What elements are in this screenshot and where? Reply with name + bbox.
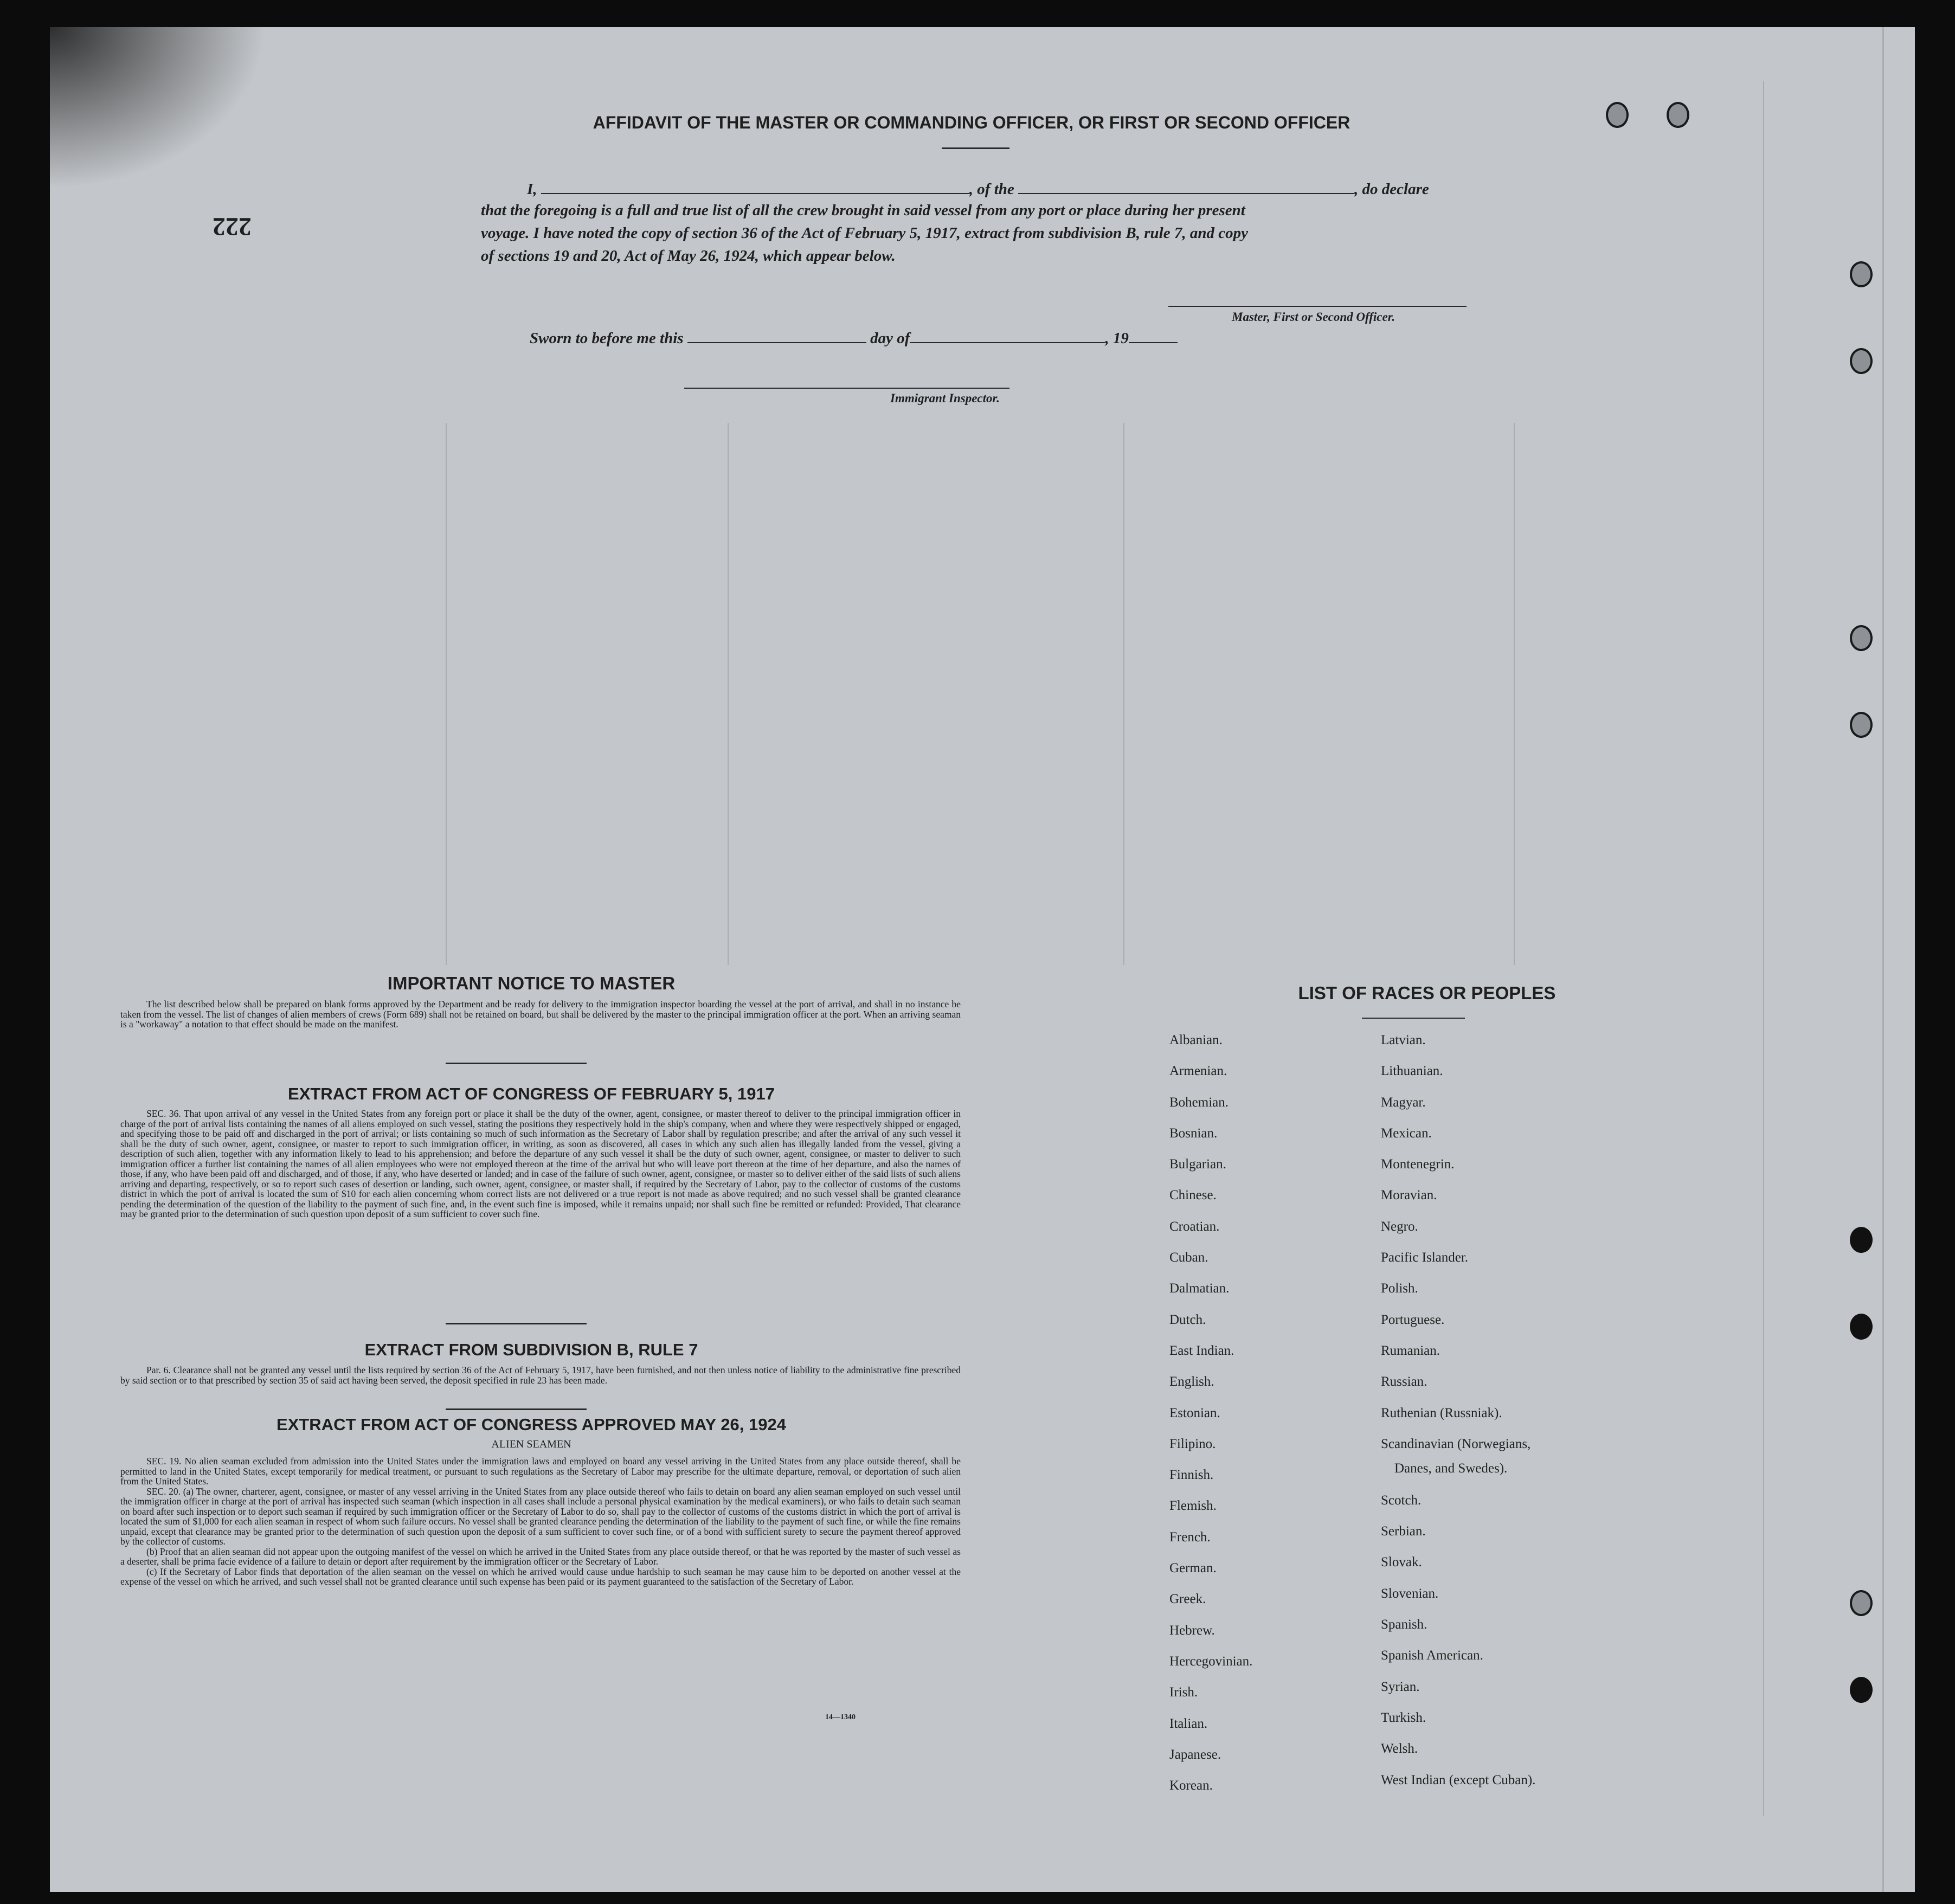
affidavit-line4: of sections 19 and 20, Act of May 26, 1924, which appear below.	[481, 247, 896, 265]
race-item: Korean.	[1169, 1778, 1213, 1793]
sec-19-text: SEC. 19. No alien seaman excluded from admission into the United States under the immigration laws and employed on board any vessel arriving in the United States from any place outside thereof, shall be permitted to land in the United States, except temporarily for medical treatment, or pursuant to such regulations as the Secretary of Labor may prescribe for the ultimate departure, removal, or deportation of such alien from the United States.	[120, 1456, 961, 1487]
race-item: Syrian.	[1381, 1679, 1420, 1694]
sworn-day-field[interactable]	[687, 328, 866, 343]
race-item: Dutch.	[1169, 1312, 1206, 1327]
sec-20a-text: SEC. 20. (a) The owner, charterer, agent, consignee, or master of any vessel arriving in the United States from any place outside thereof who fails to detain on board any alien seaman employed on such vessel until the immigration officer in charge at the port of arrival has inspected such seaman (which inspection in all cases shall include a personal physical examination by the medical examiners), or who fails to detain such seaman on board after such inspection or to deport such seaman if required by such immigration officer or the Secretary of Labor to do so, shall pay to the collector of customs of the customs district in which the port of arrival is located the sum of $1,000 for each alien seaman in respect of whom such failure occurs. No vessel shall be granted clearance pending the determination of the liability to the payment of such fine, or while the fine remains unpaid, except that clearance may be granted prior to the determination of such question upon the deposit of a sum sufficient to cover such fine, or of a bond with sufficient surety to secure the payment thereof approved by the collector of customs.	[120, 1485, 961, 1547]
race-item: Hebrew.	[1169, 1623, 1215, 1638]
section-36-text: SEC. 36. That upon arrival of any vessel in the United States from any foreign port or place it shall be the duty of the owner, agent, consignee, or master thereof to deliver to the principal immigration officer in charge of the port of arrival lists containing the names of all aliens employed on such vessel, stating the positions they respectively hold in the ship's company, when and where they were respectively shipped or engaged, and specifying those to be paid off and discharged in the port of arrival; or lists containing so much of such information as the Secretary of Labor shall by regulation prescribe; and after the arrival of any such vessel it shall be the duty of such owner, agent, consignee, or master to report to such immigration officer, in writing, as soon as discovered, all cases in which any such alien has illegally landed from the vessel, giving a description of such alien, together with any information likely to lead to his apprehension; and before the departure of any such vessel it shall be the duty of such owner, agent, consignee, or master to deliver to such immigration officer a further list containing the names of all alien employees who were not employed thereon at the time of the arrival but who will leave port thereon at the time of her departure, and also the names of those, if any, who have been paid off and discharged, and of those, if any, who have deserted or landed; and in case of the failure of such owner, agent, consignee, or master so to deliver either of the said lists of such aliens arriving and departing, respectively, or so to report such cases of desertion or landing, such owner, agent, consignee, or master shall, if required by the Secretary of Labor, pay to the collector of customs of the customs district in which the port of arrival is located the sum of $10 for each alien concerning whom correct lists are not delivered or a true report is not made as above required; and no such vessel shall be granted clearance pending the determination of the question of the liability to the payment of such fine, and, in the event such fine is imposed, while it remains unpaid; nor shall such fine be remitted or refunded: Provided, That clearance may be granted prior to the determination of such question upon deposit of a sum sufficient to cover such fine.	[120, 1108, 961, 1219]
rule7-rule	[446, 1408, 587, 1410]
race-item: Chinese.	[1169, 1188, 1217, 1203]
binder-hole	[1850, 1590, 1873, 1616]
race-item: German.	[1169, 1561, 1217, 1576]
race-item: Bulgarian.	[1169, 1157, 1226, 1172]
notice-title: IMPORTANT NOTICE TO MASTER	[387, 973, 676, 993]
race-item: Turkish.	[1381, 1710, 1426, 1725]
affidavit-of-the: , of the	[969, 181, 1014, 198]
master-signature-label: Master, First or Second Officer.	[1232, 310, 1395, 324]
race-item: Armenian.	[1169, 1064, 1227, 1079]
affidavit-line1	[527, 179, 1568, 198]
race-item: Filipino.	[1169, 1436, 1216, 1451]
race-item: Dalmatian.	[1169, 1281, 1230, 1296]
race-item: Japanese.	[1169, 1747, 1221, 1762]
form-number: 14—1340	[825, 1713, 856, 1721]
race-item: Latvian.	[1381, 1033, 1426, 1047]
extract-1924-body	[120, 1456, 961, 1587]
binder-hole	[1850, 1314, 1873, 1340]
race-item: Spanish.	[1381, 1617, 1427, 1632]
binder-hole	[1850, 1677, 1873, 1703]
alien-seamen-subtitle: ALIEN SEAMEN	[491, 1438, 571, 1450]
race-item: Rumanian.	[1381, 1343, 1440, 1358]
race-item: East Indian.	[1169, 1343, 1234, 1358]
race-item: Italian.	[1169, 1716, 1208, 1731]
race-item: Russian.	[1381, 1374, 1427, 1390]
inspector-label: Immigrant Inspector.	[890, 391, 1000, 405]
race-item: Estonian.	[1169, 1405, 1220, 1420]
sec-20c-text: (c) If the Secretary of Labor finds that deportation of the alien seaman on the vessel on which he arrived would cause undue hardship to such seaman he may cause him to be deported on another vessel at the expense of the vessel on which he arrived, and such vessel shall not be granted clearance until such expense has been paid or its payment guaranteed to the satisfaction of the Secretary of Labor.	[120, 1566, 961, 1587]
notice-body	[120, 999, 961, 1030]
margin-number: 222	[213, 212, 252, 241]
race-item: Bosnian.	[1169, 1125, 1218, 1141]
race-item: Irish.	[1169, 1685, 1198, 1700]
affidavit-line3: voyage. I have noted the copy of section 36 of the Act of February 5, 1917, extract from subdivision B, rule 7, and copy	[481, 224, 1248, 242]
race-item: Bohemian.	[1169, 1095, 1229, 1110]
sworn-month-field[interactable]	[910, 328, 1105, 343]
races-title-rule	[1362, 1018, 1465, 1019]
race-item: Mexican.	[1381, 1125, 1432, 1141]
binder-hole	[1850, 261, 1873, 287]
affidavit-line2: that the foregoing is a full and true list of all the crew brought in said vessel from any port or place during her present	[481, 202, 1245, 219]
races-left-column	[1169, 1033, 1252, 1809]
race-item: Montenegrin.	[1381, 1157, 1455, 1172]
race-item: Greek.	[1169, 1592, 1206, 1607]
race-item: Albanian.	[1169, 1033, 1223, 1047]
affidavit-do-declare: , do declare	[1354, 181, 1429, 198]
race-item: Slovak.	[1381, 1555, 1422, 1570]
race-item: Negro.	[1381, 1219, 1418, 1234]
sworn-year-field[interactable]	[1129, 328, 1178, 343]
race-item: Moravian.	[1381, 1188, 1437, 1203]
race-item: Scandinavian (Norwegians,	[1381, 1436, 1531, 1451]
race-item: Flemish.	[1169, 1498, 1217, 1514]
notice-rule	[446, 1063, 587, 1064]
par-6-text: Par. 6. Clearance shall not be granted any vessel until the lists required by section 36 of the Act of February 5, 1917, have been furnished, and not then unless notice of liability to the administrative fine prescribed by said section or to that prescribed by section 35 of said act having been served, the deposit specified in rule 23 has been made.	[120, 1365, 961, 1386]
race-item: Finnish.	[1169, 1468, 1214, 1483]
binder-hole	[1850, 348, 1873, 374]
extract-1917-title: EXTRACT FROM ACT OF CONGRESS OF FEBRUARY 5, 1917	[288, 1084, 775, 1103]
page-shadow	[50, 27, 267, 190]
race-item: West Indian (except Cuban).	[1381, 1772, 1536, 1787]
extract-1917-rule	[446, 1323, 587, 1324]
race-item: Pacific Islander.	[1381, 1250, 1469, 1265]
document-page	[50, 27, 1915, 1892]
binder-hole	[1667, 102, 1689, 128]
vessel-name-field[interactable]	[1018, 179, 1354, 194]
rule7-title: EXTRACT FROM SUBDIVISION B, RULE 7	[364, 1340, 698, 1359]
scandinavian-continuation: Danes, and Swedes).	[1394, 1461, 1508, 1476]
extract-1917-body	[120, 1109, 961, 1219]
affidavit-title-rule	[942, 147, 1009, 149]
race-item: Portuguese.	[1381, 1312, 1445, 1327]
sworn-label: Sworn to before me this	[530, 330, 684, 347]
binder-hole	[1606, 102, 1629, 128]
race-item: Magyar.	[1381, 1095, 1426, 1110]
race-item: Polish.	[1381, 1281, 1418, 1296]
race-item: Serbian.	[1381, 1524, 1426, 1539]
affidavit-i-label: I,	[527, 181, 537, 198]
race-item: Cuban.	[1169, 1250, 1208, 1265]
rule7-body	[120, 1365, 961, 1385]
race-item: Slovenian.	[1381, 1586, 1439, 1601]
binder-hole	[1850, 712, 1873, 738]
races-right-column	[1381, 1033, 1535, 1804]
sworn-line	[530, 328, 1178, 348]
binder-hole	[1850, 1227, 1873, 1253]
race-item: Scotch.	[1381, 1493, 1422, 1508]
race-item: Welsh.	[1381, 1741, 1418, 1757]
binder-hole	[1850, 625, 1873, 651]
race-item: English.	[1169, 1374, 1214, 1390]
affidavit-title: AFFIDAVIT OF THE MASTER OR COMMANDING OFFICER, OR FIRST OR SECOND OFFICER	[593, 113, 1351, 132]
notice-text: The list described below shall be prepared on blank forms approved by the Department and be ready for delivery to the immigration inspector boarding the vessel at the port of arrival, and shall in no instance be taken from the vessel. The list of changes of alien members of crews (Form 689) shall not be retained on board, but shall be delivered by the master to the principal immigration officer at the port. When an arriving seaman is a "workaway" a notation to that effect should be made on the manifest.	[120, 999, 961, 1030]
races-title: LIST OF RACES OR PEOPLES	[1298, 983, 1556, 1003]
race-item: Croatian.	[1169, 1219, 1220, 1234]
inspector-signature-line[interactable]	[684, 388, 1009, 389]
race-item: Lithuanian.	[1381, 1064, 1443, 1079]
day-of-label: day of	[870, 330, 910, 347]
extract-1924-title: EXTRACT FROM ACT OF CONGRESS APPROVED MAY 26, 1924	[276, 1415, 786, 1434]
race-item: French.	[1169, 1529, 1211, 1545]
race-item: Hercegovinian.	[1169, 1654, 1253, 1669]
race-item: Ruthenian (Russniak).	[1381, 1405, 1502, 1420]
declarant-name-field[interactable]	[541, 179, 969, 194]
year-label: , 19	[1105, 330, 1129, 347]
sec-20b-text: (b) Proof that an alien seaman did not appear upon the outgoing manifest of the vessel on which he arrived in the United States from any place outside thereof, or that he was reported by the master of such vessel as a deserter, shall be prima facie evidence of a failure to detain or deport after requirement by the immigration officer or the Secretary of Labor.	[120, 1546, 961, 1567]
master-signature-line[interactable]	[1168, 306, 1467, 307]
race-item: Spanish American.	[1381, 1648, 1483, 1663]
